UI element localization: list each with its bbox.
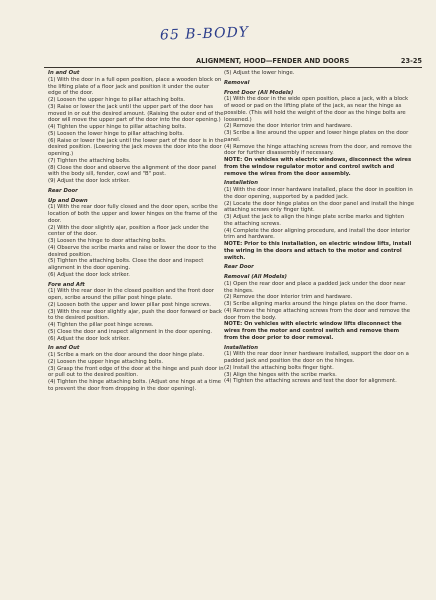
step-paragraph: (5) Loosen the lower hinge to pillar attaching bolts.: [48, 130, 184, 137]
page-number: 23-25: [400, 57, 422, 65]
handwritten-note: 65 B-BODY: [159, 24, 250, 44]
step-paragraph: (1) With the rear door inner hardware installed, support the door on a padded jack and position the door on the hinges.: [224, 351, 409, 364]
step-paragraph: (5) Tighten the attaching bolts. Close the door and inspect alignment in the door opening.: [48, 258, 204, 271]
step-paragraph: (8) Close the door and observe the alignment of the door panel with the body sill, fender, cowl and "B" post.: [48, 164, 217, 178]
section-heading: Fore and Aft: [48, 281, 85, 288]
step-paragraph: (3) Loosen the hinge to door attaching bolts.: [48, 238, 167, 244]
step-paragraph: (3) Grasp the front edge of the door at the hinge and push door in or pull out to the desired position.: [48, 365, 224, 379]
section-heading: Up and Down: [48, 197, 88, 204]
section-heading: Removal (All Models): [224, 274, 287, 280]
step-paragraph: (1) With the rear door in the closed position and the front door open, scribe around the pillar post hinge plate.: [48, 288, 214, 301]
step-paragraph: (9) Adjust the door lock striker.: [48, 178, 130, 184]
step-paragraph: (4) Tighten the upper hinge to pillar attaching bolts.: [48, 124, 187, 130]
section-heading: Removal: [224, 79, 250, 86]
step-paragraph: (3) Scribe aligning marks around the hinge plates on the door frame.: [224, 301, 408, 307]
section-heading: Installation: [224, 180, 258, 187]
section-heading: In and Out: [48, 70, 80, 76]
step-paragraph: (2) Remove the door interior trim and hardware.: [224, 294, 353, 301]
left-column: [48, 70, 224, 393]
note-paragraph: NOTE: Prior to this installation, on electric window lifts, install the wiring in the doors and attach to the motor and control switch.: [224, 241, 412, 261]
step-paragraph: (5) Close the door and inspect alignment in the door opening.: [48, 328, 213, 335]
step-paragraph: (2) Install the attaching bolts finger tight.: [224, 364, 334, 371]
step-paragraph: (4) Remove the hinge attaching screws from the door, and remove the door for further disassembly if necessary.: [224, 143, 412, 157]
step-paragraph: (4) Tighten the hinge attaching bolts. (Adjust one hinge at a time to prevent the door from dropping in the door opening).: [48, 379, 222, 392]
step-paragraph: (6) Adjust the door lock striker.: [48, 335, 130, 342]
step-paragraph: (2) Remove the door interior trim and hardware.: [224, 123, 353, 130]
step-paragraph: (6) Raise or lower the jack until the lower part of the door is in the desired position. (Lowering the jack moves the door into the door opening.): [48, 137, 224, 157]
note-paragraph: NOTE: On vehicles with electric window lifts disconnect the wires from the motor and control switch and remove them from the door prior to door removal.: [224, 321, 402, 341]
step-paragraph: (3) Align the hinges with the scribe marks.: [224, 371, 337, 378]
right-column: [224, 70, 414, 385]
step-paragraph: (3) With the rear door slightly ajar, push the door forward or back to the desired position.: [48, 308, 222, 322]
step-paragraph: (2) With the door slightly ajar, position a floor jack under the center of the door.: [48, 224, 209, 238]
step-paragraph: (4) Tighten the attaching screws and test the door for alignment.: [224, 378, 397, 385]
step-paragraph: (1) With the door in the wide open position, place a jack, with a block of wood or pad on the lifting plate of the jack, as near the hinge as possible. (This will hold the weight of the door as the hinge bolts are loosened.): [224, 96, 409, 123]
section-heading: Front Door (All Models): [224, 89, 294, 96]
step-paragraph: (7) Tighten the attaching bolts.: [48, 157, 131, 164]
step-paragraph: (5) Adjust the lower hinge.: [224, 70, 295, 76]
section-heading: Installation: [224, 344, 258, 351]
section-heading: Rear Door: [224, 264, 254, 271]
step-paragraph: (4) Complete the door aligning procedure, and install the door interior trim and hardware.: [224, 227, 411, 241]
step-paragraph: (4) Observe the scribe marks and raise or lower the door to the desired position.: [48, 244, 217, 258]
step-paragraph: (3) Adjust the jack to align the hinge plate scribe marks and tighten the attaching screws.: [224, 214, 405, 227]
step-paragraph: (4) Remove the hinge attaching screws from the door and remove the door from the body.: [224, 307, 411, 321]
step-paragraph: (2) Loosen both the upper and lower pillar post hinge screws.: [48, 301, 211, 308]
step-paragraph: (1) With the rear door fully closed and the door open, scribe the location of both the upper and lower hinges on the frame of the door.: [48, 204, 218, 224]
step-paragraph: (2) Locate the door hinge plates on the door panel and install the hinge attaching screws only finger tight.: [224, 200, 415, 214]
step-paragraph: (3) Scribe a line around the upper and lower hinge plates on the door panel.: [224, 130, 409, 143]
section-heading: In and Out: [48, 345, 80, 352]
step-paragraph: (2) Loosen the upper hinge to pillar attaching bolts.: [48, 97, 185, 103]
step-paragraph: (1) With the door inner hardware installed, place the door in position in the door opening, supported by a padded jack.: [224, 187, 413, 200]
step-paragraph: (4) Tighten the pillar post hinge screws.: [48, 322, 154, 328]
step-paragraph: (2) Loosen the upper hinge attaching bolts.: [48, 358, 164, 365]
step-paragraph: (1) Open the rear door and place a padded jack under the door near the hinges.: [224, 280, 406, 294]
header-divider: [44, 67, 422, 68]
step-paragraph: (3) Raise or lower the jack until the upper part of the door has moved in or out the desired amount. (Raising the outer end of the door will move the upper part of the door into the door opening.): [48, 103, 224, 124]
section-heading: Rear Door: [48, 187, 78, 194]
step-paragraph: (6) Adjust the door lock striker.: [48, 271, 130, 278]
step-paragraph: (1) With the door in a full open position, place a wooden block on the lifting plate of a floor jack and position it under the outer edge of the door.: [48, 76, 222, 97]
step-paragraph: (1) Scribe a mark on the door around the door hinge plate.: [48, 352, 205, 358]
note-paragraph: NOTE: On vehicles with electric windows, disconnect the wires from the window regulator motor and control switch and remove the wires from the door assembly.: [224, 157, 412, 177]
page-header: [196, 55, 422, 67]
section-title: ALIGNMENT, HOOD—FENDER AND DOORS: [196, 57, 350, 65]
